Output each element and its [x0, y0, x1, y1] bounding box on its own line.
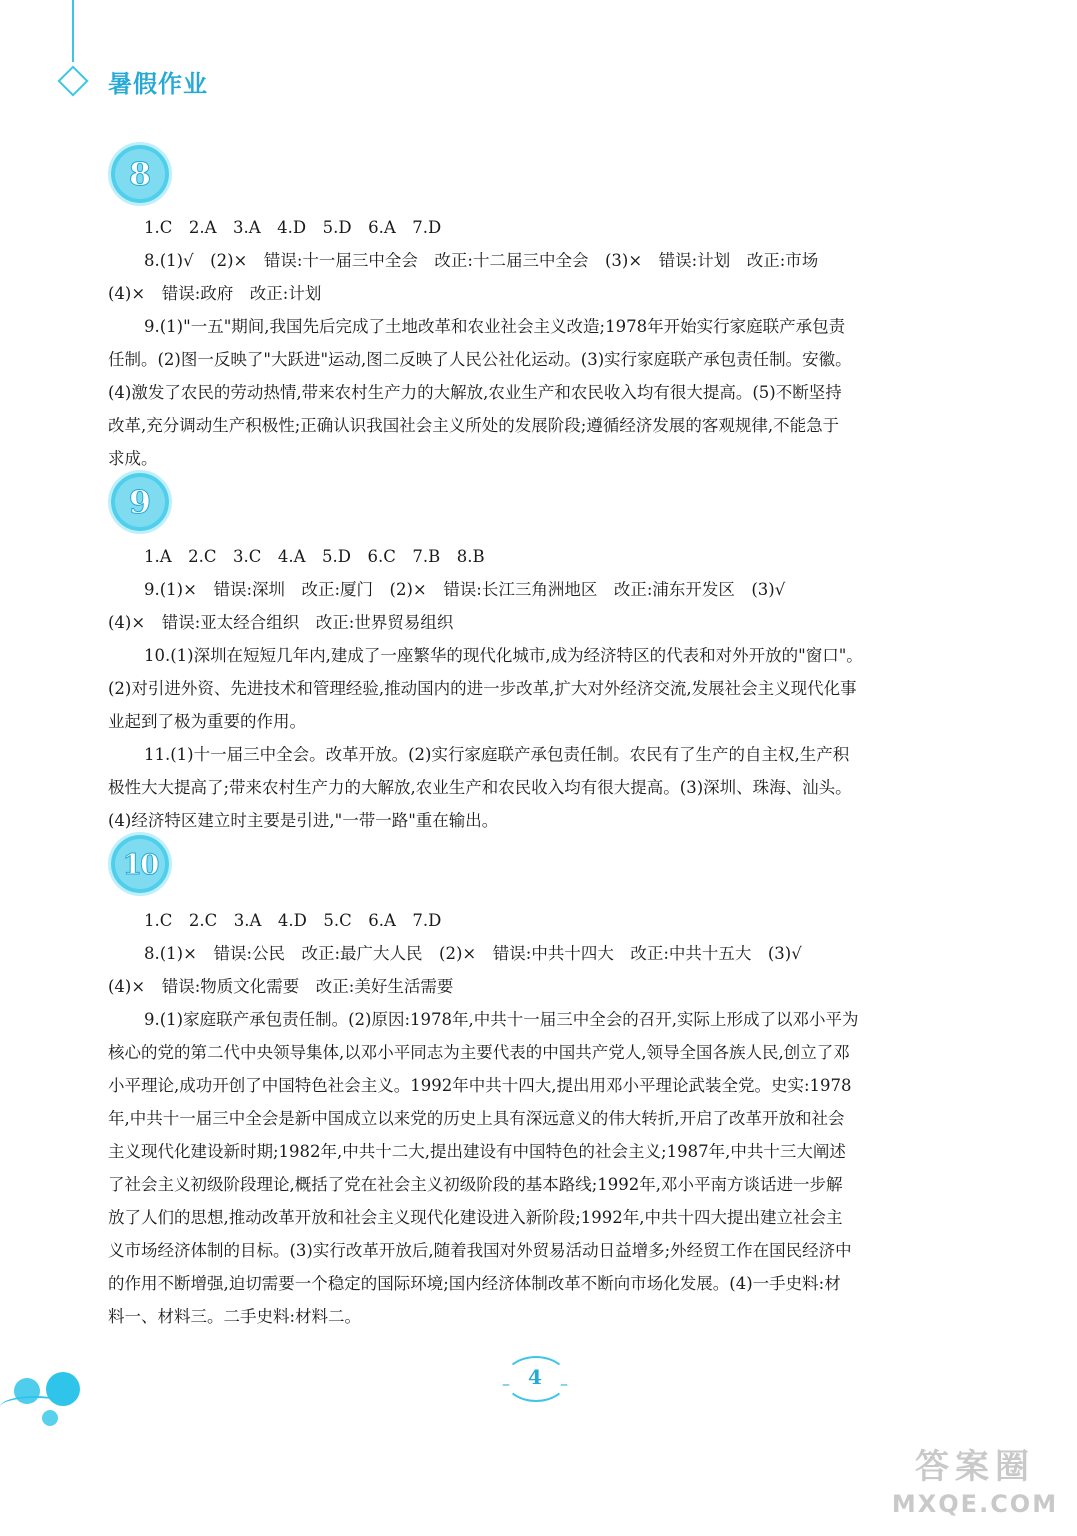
- answer-line: 的作用不断增强,迫切需要一个稳定的国际环境;国内经济体制改革不断向市场化发展。(4)一手史料:材: [108, 1274, 841, 1293]
- page-number: 4: [528, 1365, 542, 1389]
- answer-line: 了社会主义初级阶段理论,概括了党在社会主义初级阶段的基本路线;1992年,邓小平南方谈话进一步解: [108, 1175, 843, 1194]
- answer-line: 放了人们的思想,推动改革开放和社会主义现代化建设进入新阶段;1992年,中共十四大提出建立社会主: [108, 1208, 843, 1227]
- section-number-badge: 10: [108, 832, 172, 896]
- answer-line: 极性大大提高了;带来农村生产力的大解放,农业生产和农民收入均有很大提高。(3)深圳、珠海、汕头。: [108, 778, 852, 797]
- answer-line: 8.(1)√ (2)× 错误:十一届三中全会 改正:十二届三中全会 (3)× 错误:计划 改正:市场: [144, 251, 819, 270]
- section-10: [108, 832, 960, 1333]
- section-number-badge: 8: [108, 142, 172, 206]
- section-number-badge: 9: [108, 470, 172, 534]
- answer-line: 改革,充分调动生产积极性;正确认识我国社会主义所处的发展阶段;遵循经济发展的客观规律,不能急于: [108, 416, 840, 435]
- answer-line: 9.(1)"一五"期间,我国先后完成了土地改革和农业社会主义改造;1978年开始实行家庭联产承包责: [144, 317, 846, 336]
- answer-line: (4)× 错误:亚太经合组织 改正:世界贸易组织: [108, 613, 454, 632]
- answer-line: (2)对引进外资、先进技术和管理经验,推动国内的进一步改革,扩大对外经济交流,发展社会主义现代化事: [108, 679, 857, 698]
- answer-line: 10.(1)深圳在短短几年内,建成了一座繁华的现代化城市,成为经济特区的代表和对外开放的"窗口"。: [144, 646, 863, 665]
- answer-line: 核心的党的第二代中央领导集体,以邓小平同志为主要代表的中国共产党人,领导全国各族人民,创立了邓: [108, 1043, 850, 1062]
- answer-line: 小平理论,成功开创了中国特色社会主义。1992年中共十四大,提出用邓小平理论武装全党。史实:1978: [108, 1076, 852, 1095]
- answer-line: 料一、材料三。二手史料:材料二。: [108, 1307, 362, 1326]
- answer-line: 11.(1)十一届三中全会。改革开放。(2)实行家庭联产承包责任制。农民有了生产的自主权,生产积: [144, 745, 850, 764]
- answer-line: 主义现代化建设新时期;1982年,中共十二大,提出建设有中国特色的社会主义;1987年,中共十三大阐述: [108, 1142, 846, 1161]
- answer-line: (4)经济特区建立时主要是引进,"一带一路"重在输出。: [108, 811, 499, 830]
- answer-line: 1.A 2.C 3.C 4.A 5.D 6.C 7.B 8.B: [144, 547, 485, 566]
- answer-line: 1.C 2.C 3.A 4.D 5.C 6.A 7.D: [144, 911, 442, 930]
- page-number-badge: – 4 –: [504, 1356, 566, 1400]
- watermark-logo: 答案圈 MXQE.COM: [891, 1447, 1059, 1518]
- answer-line: 年,中共十一届三中全会是新中国成立以来党的历史上具有深远意义的伟大转折,开启了改革开放和社会: [108, 1109, 845, 1128]
- answer-line: 求成。: [108, 449, 158, 468]
- page-header-title: 暑假作业: [108, 70, 208, 98]
- answer-line: 9.(1)家庭联产承包责任制。(2)原因:1978年,中共十一届三中全会的召开,实际上形成了以邓小平为: [144, 1010, 859, 1029]
- answer-line: 义市场经济体制的目标。(3)实行改革开放后,随着我国对外贸易活动日益增多;外经贸工作在国民经济中: [108, 1241, 852, 1260]
- decorative-curve: [0, 1396, 70, 1418]
- answer-line: (4)× 错误:物质文化需要 改正:美好生活需要: [108, 977, 454, 996]
- answer-line: 业起到了极为重要的作用。: [108, 712, 306, 731]
- answer-line: 1.C 2.A 3.A 4.D 5.D 6.A 7.D: [144, 218, 442, 237]
- header-vertical-line: [72, 0, 74, 62]
- answer-line: (4)× 错误:政府 改正:计划: [108, 284, 322, 303]
- answer-line: 任制。(2)图一反映了"大跃进"运动,图二反映了人民公社化运动。(3)实行家庭联产承包责任制。安徽。: [108, 350, 852, 369]
- answer-line: 9.(1)× 错误:深圳 改正:厦门 (2)× 错误:长江三角洲地区 改正:浦东开发区 (3)√: [144, 580, 786, 599]
- section-8: [108, 142, 960, 475]
- answer-line: (4)激发了农民的劳动热情,带来农村生产力的大解放,农业生产和农民收入均有很大提高。(5)不断坚持: [108, 383, 842, 402]
- section-9: [108, 470, 960, 837]
- header-diamond-icon: [57, 65, 88, 96]
- answer-line: 8.(1)× 错误:公民 改正:最广大人民 (2)× 错误:中共十四大 改正:中共十五大 (3)√: [144, 944, 802, 963]
